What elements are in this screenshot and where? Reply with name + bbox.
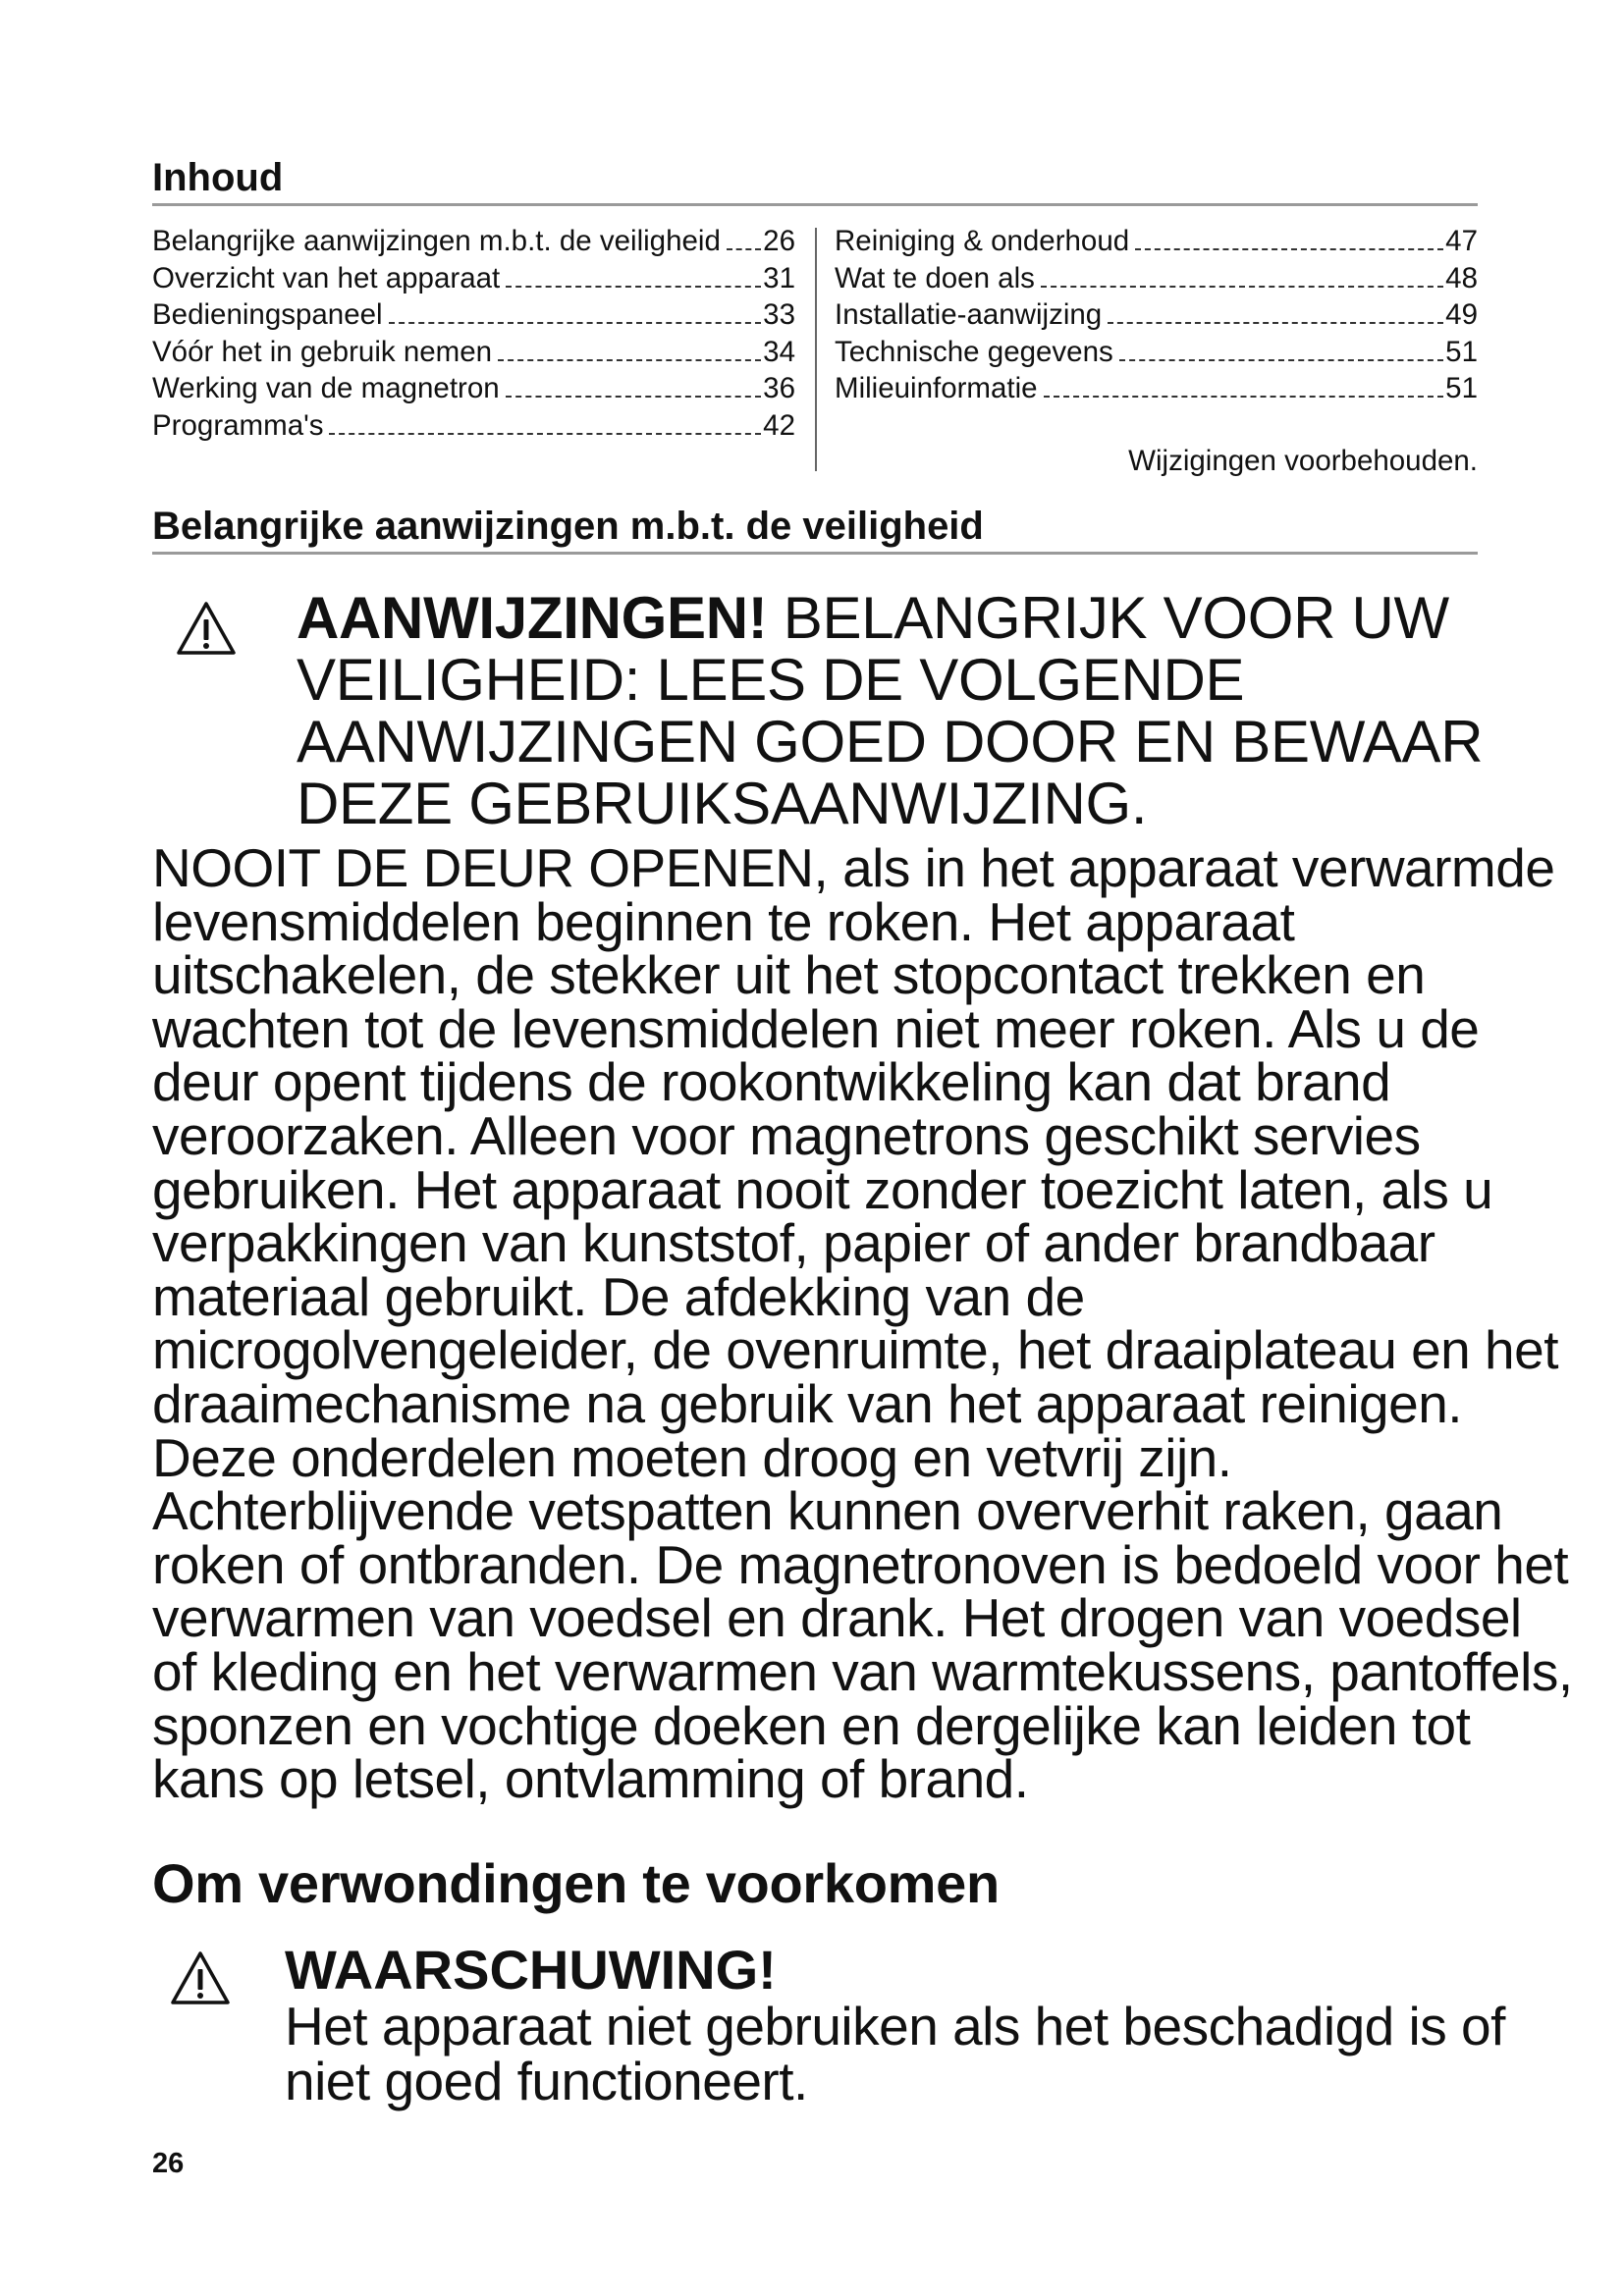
toc-leader [506, 396, 762, 398]
toc-entry-page: 51 [1445, 335, 1478, 368]
toc-entry-label: Milieuinformatie [835, 372, 1038, 404]
toc-entry-page: 51 [1445, 372, 1478, 404]
toc-leader [1041, 286, 1443, 288]
toc-entry-page: 26 [763, 225, 795, 257]
toc-entry-label: Wat te doen als [835, 261, 1035, 294]
toc-entry-page: 42 [763, 408, 795, 442]
toc-entry[interactable] [152, 296, 795, 334]
toc-entry-label: Technische gegevens [835, 335, 1113, 368]
toc-entry[interactable] [835, 370, 1478, 407]
safety-warning-heading [297, 587, 1514, 834]
toc-entry-page: 31 [763, 261, 795, 294]
toc-entry-page: 47 [1445, 225, 1478, 257]
toc-right-column [835, 223, 1478, 407]
toc-leader [506, 286, 761, 288]
warning-triangle-icon [175, 599, 238, 658]
toc-entry-label: Werking van de magnetron [152, 372, 500, 404]
warning-strong-label: AANWIJZINGEN! [297, 585, 768, 651]
toc-entry-page: 34 [763, 335, 795, 368]
toc-entry[interactable] [835, 260, 1478, 297]
toc-entry[interactable] [152, 334, 795, 371]
toc-entry-label: Overzicht van het apparaat [152, 261, 501, 294]
warning-heading-text: BELANGRIJK VOOR UW VEILIGHEID: LEES DE VOLGENDE AANWIJZINGEN GOED DOOR EN BEWAAR DEZE GEBRUIKSAANWIJZING. [297, 585, 1484, 836]
toc-leader [498, 359, 761, 361]
toc-entry[interactable] [152, 260, 795, 297]
injury-warning-title: WAARSCHUWING! [285, 1939, 777, 2001]
toc-entry-label: Installatie-aanwijzing [835, 298, 1103, 331]
changes-note: Wijzigingen voorbehouden. [1128, 445, 1478, 477]
toc-entry-label: Programma's [152, 408, 324, 442]
toc-entry-page: 49 [1445, 298, 1478, 331]
toc-entry[interactable] [152, 223, 795, 260]
toc-entry-label: Bedieningspaneel [152, 298, 383, 331]
toc-leader [727, 248, 761, 250]
toc-entry[interactable] [152, 407, 795, 445]
safety-body-text: NOOIT DE DEUR OPENEN, als in het apparaat verwarmde levensmiddelen beginnen te roken. Het apparaat uitschakelen, de stekker uit het stopcontact trekken en wachten tot de levensmiddelen niet meer roken. Als u de deur opent tijdens de rookontwikkeling kan dat brand veroorzaken. Alleen voor magnetrons geschikt servies gebruiken. Het apparaat nooit zonder toezicht laten, als u verpakkingen van kunststof, papier of ander brandbaar materiaal gebruikt. De afdekking van de microgolvengeleider, de ovenruimte, het draaiplateau en het draaimechanisme na gebruik van het apparaat reinigen. Deze onderdelen moeten droog en vetvrij zijn. Achterblijvende vetspatten kunnen oververhit raken, gaan roken of ontbranden. De magnetronoven is bedoeld voor het verwarmen van voedsel en drank. Het drogen van voedsel of kleding en het verwarmen van warmtekussens, pantoffels, sponzen en vochtige doeken en dergelijke kan leiden tot kans op letsel, ontvlamming of brand. [152, 837, 1573, 1810]
page-number: 26 [152, 2148, 185, 2179]
toc-title: Inhoud [152, 154, 1478, 206]
toc-entry-page: 33 [763, 298, 795, 331]
toc-entry-page: 48 [1445, 261, 1478, 294]
toc-entry-label: Reiniging & onderhoud [835, 225, 1130, 257]
toc-entry[interactable] [152, 370, 795, 407]
toc-entry-page: 36 [763, 372, 795, 404]
toc-leader [1044, 396, 1444, 398]
injury-section-title: Om verwondingen te voorkomen [152, 1852, 1000, 1914]
toc-leader [329, 433, 761, 435]
toc-entry-label: Vóór het in gebruik nemen [152, 335, 493, 368]
warning-triangle-icon [169, 1949, 232, 2007]
toc-leader [389, 322, 762, 324]
injury-warning-text: Het apparaat niet gebruiken als het beschadigd is of niet goed functioneert. [285, 1996, 1505, 2111]
toc-leader [1135, 248, 1443, 250]
toc-left-column [152, 223, 795, 444]
toc-entry-label: Belangrijke aanwijzingen m.b.t. de veiligheid [152, 225, 721, 257]
safety-section-title: Belangrijke aanwijzingen m.b.t. de veiligheid [152, 503, 1478, 555]
toc-entry[interactable] [835, 296, 1478, 334]
toc-entry[interactable] [835, 334, 1478, 371]
toc-leader [1119, 359, 1443, 361]
toc-leader [1108, 322, 1443, 324]
toc-entry[interactable] [835, 223, 1478, 260]
toc-divider [815, 228, 817, 471]
